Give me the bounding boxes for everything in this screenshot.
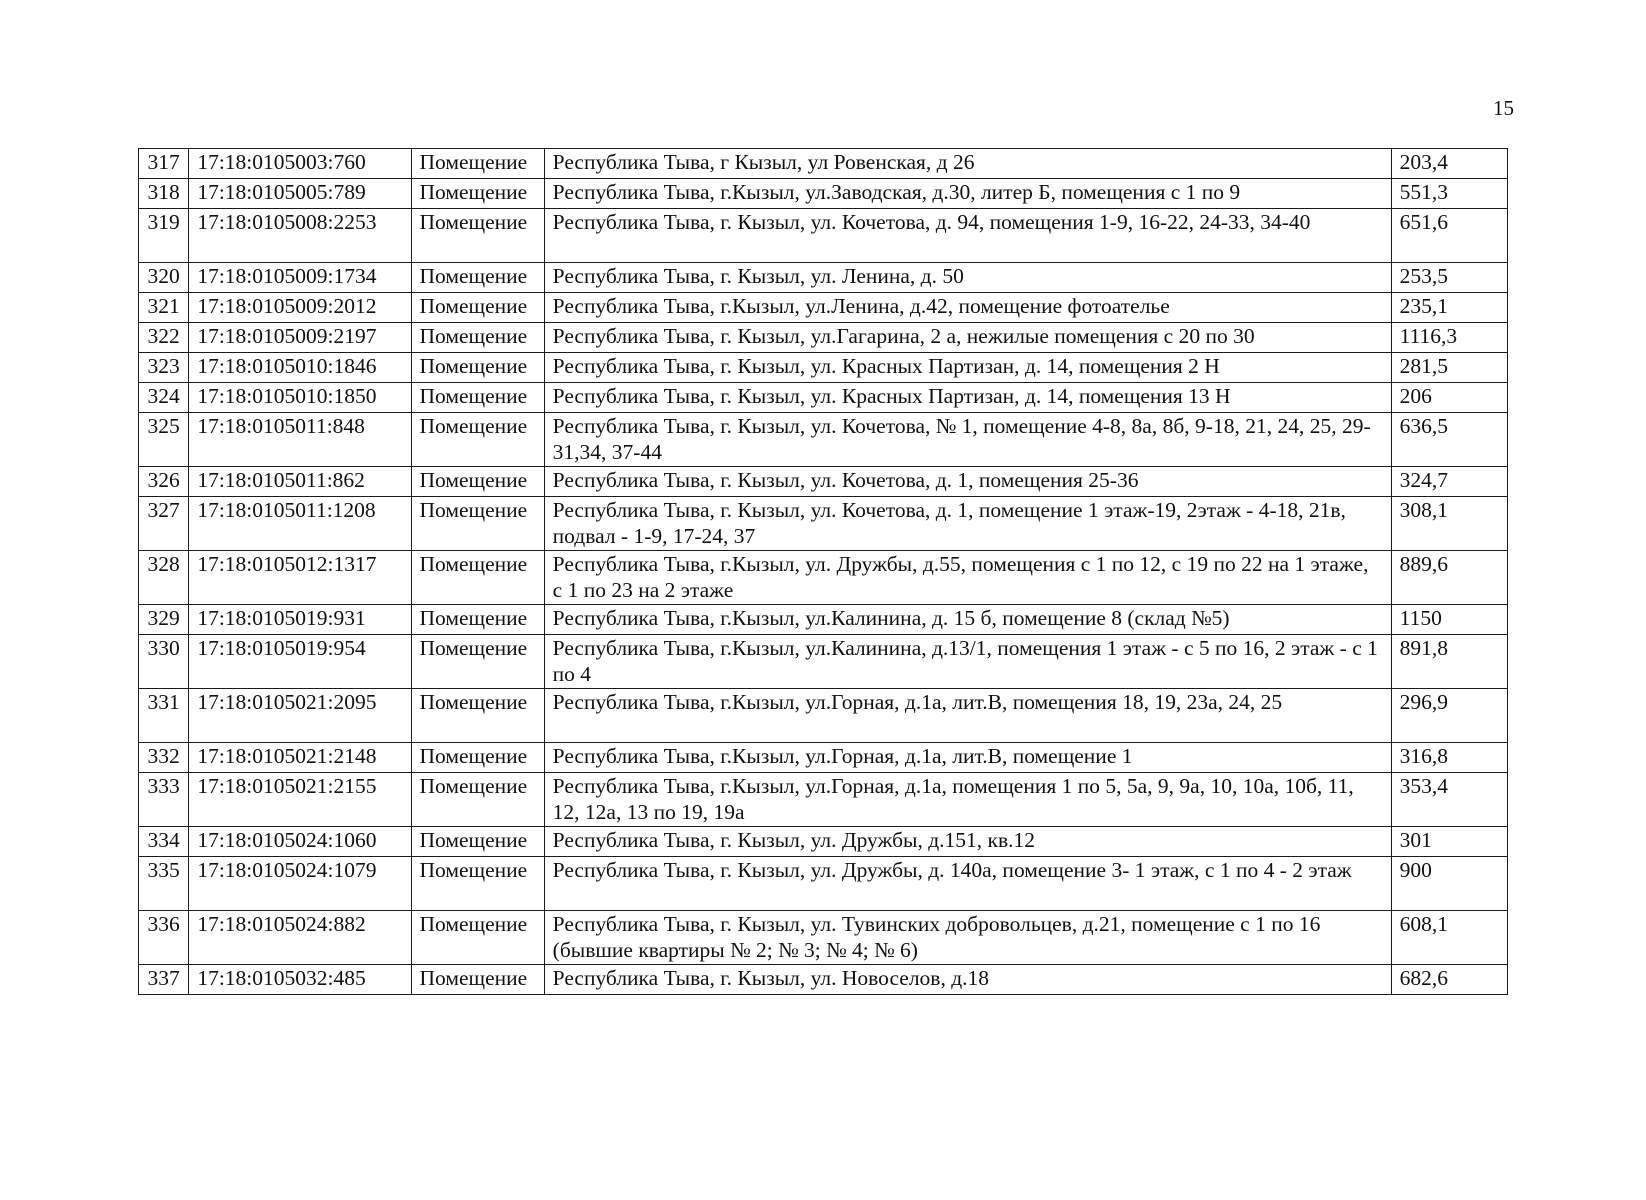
cell-cadastral-number: 17:18:0105009:2197 bbox=[189, 323, 411, 353]
cell-area: 889,6 bbox=[1391, 551, 1507, 605]
cell-object-type: Помещение bbox=[411, 179, 544, 209]
table-row bbox=[139, 605, 1508, 635]
cell-address: Республика Тыва, г.Кызыл, ул.Горная, д.1а, помещения 1 по 5, 5а, 9, 9а, 10, 10а, 10б, 11, 12, 12а, 13 по 19, 19а bbox=[544, 773, 1391, 827]
table-row bbox=[139, 773, 1508, 827]
table-row bbox=[139, 467, 1508, 497]
table-row bbox=[139, 149, 1508, 179]
cell-object-type: Помещение bbox=[411, 551, 544, 605]
cell-object-type: Помещение bbox=[411, 323, 544, 353]
cell-area: 682,6 bbox=[1391, 965, 1507, 995]
cell-row-number: 323 bbox=[139, 353, 189, 383]
table-row bbox=[139, 497, 1508, 551]
cell-area: 253,5 bbox=[1391, 263, 1507, 293]
cell-row-number: 331 bbox=[139, 689, 189, 743]
cell-row-number: 328 bbox=[139, 551, 189, 605]
cell-cadastral-number: 17:18:0105012:1317 bbox=[189, 551, 411, 605]
cell-area: 206 bbox=[1391, 383, 1507, 413]
cell-row-number: 327 bbox=[139, 497, 189, 551]
cell-row-number: 332 bbox=[139, 743, 189, 773]
table-row bbox=[139, 911, 1508, 965]
cell-address: Республика Тыва, г Кызыл, ул Ровенская, д 26 bbox=[544, 149, 1391, 179]
cell-cadastral-number: 17:18:0105021:2148 bbox=[189, 743, 411, 773]
cell-address: Республика Тыва, г.Кызыл, ул.Горная, д.1а, лит.В, помещение 1 bbox=[544, 743, 1391, 773]
cell-cadastral-number: 17:18:0105024:1079 bbox=[189, 857, 411, 911]
cell-area: 281,5 bbox=[1391, 353, 1507, 383]
cell-object-type: Помещение bbox=[411, 911, 544, 965]
cell-cadastral-number: 17:18:0105005:789 bbox=[189, 179, 411, 209]
cell-area: 1116,3 bbox=[1391, 323, 1507, 353]
cell-address: Республика Тыва, г.Кызыл, ул. Дружбы, д.55, помещения с 1 по 12, с 19 по 22 на 1 этаже, с 1 по 23 на 2 этаже bbox=[544, 551, 1391, 605]
cell-object-type: Помещение bbox=[411, 497, 544, 551]
cell-address: Республика Тыва, г. Кызыл, ул. Красных Партизан, д. 14, помещения 13 Н bbox=[544, 383, 1391, 413]
cell-area: 1150 bbox=[1391, 605, 1507, 635]
cell-area: 235,1 bbox=[1391, 293, 1507, 323]
cell-address: Республика Тыва, г. Кызыл, ул. Дружбы, д.151, кв.12 bbox=[544, 827, 1391, 857]
table-row bbox=[139, 293, 1508, 323]
cell-object-type: Помещение bbox=[411, 605, 544, 635]
cell-address: Республика Тыва, г. Кызыл, ул. Ленина, д. 50 bbox=[544, 263, 1391, 293]
cell-address: Республика Тыва, г. Кызыл, ул. Кочетова, № 1, помещение 4-8, 8а, 8б, 9-18, 21, 24, 25, 29-31,34, 37-44 bbox=[544, 413, 1391, 467]
cell-cadastral-number: 17:18:0105019:954 bbox=[189, 635, 411, 689]
cell-cadastral-number: 17:18:0105019:931 bbox=[189, 605, 411, 635]
cell-address: Республика Тыва, г. Кызыл, ул. Тувинских добровольцев, д.21, помещение с 1 по 16 (бывшие квартиры № 2; № 3; № 4; № 6) bbox=[544, 911, 1391, 965]
cell-object-type: Помещение bbox=[411, 263, 544, 293]
cell-row-number: 337 bbox=[139, 965, 189, 995]
cell-row-number: 329 bbox=[139, 605, 189, 635]
cell-address: Республика Тыва, г. Кызыл, ул. Кочетова, д. 1, помещение 1 этаж-19, 2этаж - 4-18, 21в, подвал - 1-9, 17-24, 37 bbox=[544, 497, 1391, 551]
cell-row-number: 335 bbox=[139, 857, 189, 911]
cell-area: 324,7 bbox=[1391, 467, 1507, 497]
cell-address: Республика Тыва, г.Кызыл, ул.Калинина, д.13/1, помещения 1 этаж - с 5 по 16, 2 этаж - с 1 по 4 bbox=[544, 635, 1391, 689]
table-row bbox=[139, 635, 1508, 689]
cell-cadastral-number: 17:18:0105010:1846 bbox=[189, 353, 411, 383]
table-row bbox=[139, 551, 1508, 605]
table-row bbox=[139, 209, 1508, 263]
cell-cadastral-number: 17:18:0105011:1208 bbox=[189, 497, 411, 551]
cell-area: 636,5 bbox=[1391, 413, 1507, 467]
cell-cadastral-number: 17:18:0105032:485 bbox=[189, 965, 411, 995]
cell-object-type: Помещение bbox=[411, 149, 544, 179]
cell-object-type: Помещение bbox=[411, 293, 544, 323]
cell-address: Республика Тыва, г. Кызыл, ул. Кочетова, д. 1, помещения 25-36 bbox=[544, 467, 1391, 497]
cell-cadastral-number: 17:18:0105003:760 bbox=[189, 149, 411, 179]
table-row bbox=[139, 323, 1508, 353]
cell-object-type: Помещение bbox=[411, 209, 544, 263]
cell-address: Республика Тыва, г.Кызыл, ул.Горная, д.1а, лит.В, помещения 18, 19, 23а, 24, 25 bbox=[544, 689, 1391, 743]
cell-object-type: Помещение bbox=[411, 383, 544, 413]
cell-area: 353,4 bbox=[1391, 773, 1507, 827]
cell-row-number: 322 bbox=[139, 323, 189, 353]
cell-area: 203,4 bbox=[1391, 149, 1507, 179]
table-row bbox=[139, 689, 1508, 743]
table-body bbox=[139, 149, 1508, 995]
table-row bbox=[139, 353, 1508, 383]
cell-object-type: Помещение bbox=[411, 827, 544, 857]
table-row bbox=[139, 857, 1508, 911]
table-row bbox=[139, 743, 1508, 773]
cell-address: Республика Тыва, г.Кызыл, ул.Ленина, д.42, помещение фотоателье bbox=[544, 293, 1391, 323]
cell-address: Республика Тыва, г. Кызыл, ул. Кочетова, д. 94, помещения 1-9, 16-22, 24-33, 34-40 bbox=[544, 209, 1391, 263]
table-row bbox=[139, 827, 1508, 857]
cell-area: 316,8 bbox=[1391, 743, 1507, 773]
cell-address: Республика Тыва, г. Кызыл, ул. Новоселов, д.18 bbox=[544, 965, 1391, 995]
cell-area: 308,1 bbox=[1391, 497, 1507, 551]
table-row bbox=[139, 383, 1508, 413]
page-number: 15 bbox=[1493, 96, 1514, 120]
cell-object-type: Помещение bbox=[411, 689, 544, 743]
cell-row-number: 320 bbox=[139, 263, 189, 293]
cell-area: 551,3 bbox=[1391, 179, 1507, 209]
cell-address: Республика Тыва, г. Кызыл, ул. Красных Партизан, д. 14, помещения 2 Н bbox=[544, 353, 1391, 383]
cell-cadastral-number: 17:18:0105021:2095 bbox=[189, 689, 411, 743]
property-registry-table bbox=[138, 148, 1508, 995]
cell-row-number: 319 bbox=[139, 209, 189, 263]
cell-area: 891,8 bbox=[1391, 635, 1507, 689]
table-row bbox=[139, 413, 1508, 467]
cell-object-type: Помещение bbox=[411, 965, 544, 995]
table-row bbox=[139, 179, 1508, 209]
cell-row-number: 325 bbox=[139, 413, 189, 467]
cell-area: 301 bbox=[1391, 827, 1507, 857]
cell-object-type: Помещение bbox=[411, 353, 544, 383]
cell-row-number: 324 bbox=[139, 383, 189, 413]
cell-object-type: Помещение bbox=[411, 635, 544, 689]
cell-area: 900 bbox=[1391, 857, 1507, 911]
cell-row-number: 317 bbox=[139, 149, 189, 179]
cell-cadastral-number: 17:18:0105008:2253 bbox=[189, 209, 411, 263]
table-row bbox=[139, 965, 1508, 995]
cell-row-number: 336 bbox=[139, 911, 189, 965]
cell-address: Республика Тыва, г. Кызыл, ул. Дружбы, д. 140а, помещение 3- 1 этаж, с 1 по 4 - 2 этаж bbox=[544, 857, 1391, 911]
cell-cadastral-number: 17:18:0105009:2012 bbox=[189, 293, 411, 323]
cell-cadastral-number: 17:18:0105021:2155 bbox=[189, 773, 411, 827]
cell-row-number: 321 bbox=[139, 293, 189, 323]
cell-cadastral-number: 17:18:0105011:848 bbox=[189, 413, 411, 467]
cell-cadastral-number: 17:18:0105024:882 bbox=[189, 911, 411, 965]
cell-address: Республика Тыва, г.Кызыл, ул.Заводская, д.30, литер Б, помещения с 1 по 9 bbox=[544, 179, 1391, 209]
cell-row-number: 333 bbox=[139, 773, 189, 827]
cell-cadastral-number: 17:18:0105024:1060 bbox=[189, 827, 411, 857]
cell-cadastral-number: 17:18:0105010:1850 bbox=[189, 383, 411, 413]
cell-cadastral-number: 17:18:0105009:1734 bbox=[189, 263, 411, 293]
cell-address: Республика Тыва, г.Кызыл, ул.Калинина, д. 15 б, помещение 8 (склад №5) bbox=[544, 605, 1391, 635]
cell-row-number: 334 bbox=[139, 827, 189, 857]
cell-cadastral-number: 17:18:0105011:862 bbox=[189, 467, 411, 497]
cell-row-number: 318 bbox=[139, 179, 189, 209]
cell-row-number: 326 bbox=[139, 467, 189, 497]
cell-object-type: Помещение bbox=[411, 857, 544, 911]
table-row bbox=[139, 263, 1508, 293]
cell-object-type: Помещение bbox=[411, 743, 544, 773]
cell-area: 608,1 bbox=[1391, 911, 1507, 965]
cell-object-type: Помещение bbox=[411, 413, 544, 467]
cell-address: Республика Тыва, г. Кызыл, ул.Гагарина, 2 а, нежилые помещения с 20 по 30 bbox=[544, 323, 1391, 353]
cell-object-type: Помещение bbox=[411, 467, 544, 497]
cell-area: 296,9 bbox=[1391, 689, 1507, 743]
cell-object-type: Помещение bbox=[411, 773, 544, 827]
cell-area: 651,6 bbox=[1391, 209, 1507, 263]
cell-row-number: 330 bbox=[139, 635, 189, 689]
